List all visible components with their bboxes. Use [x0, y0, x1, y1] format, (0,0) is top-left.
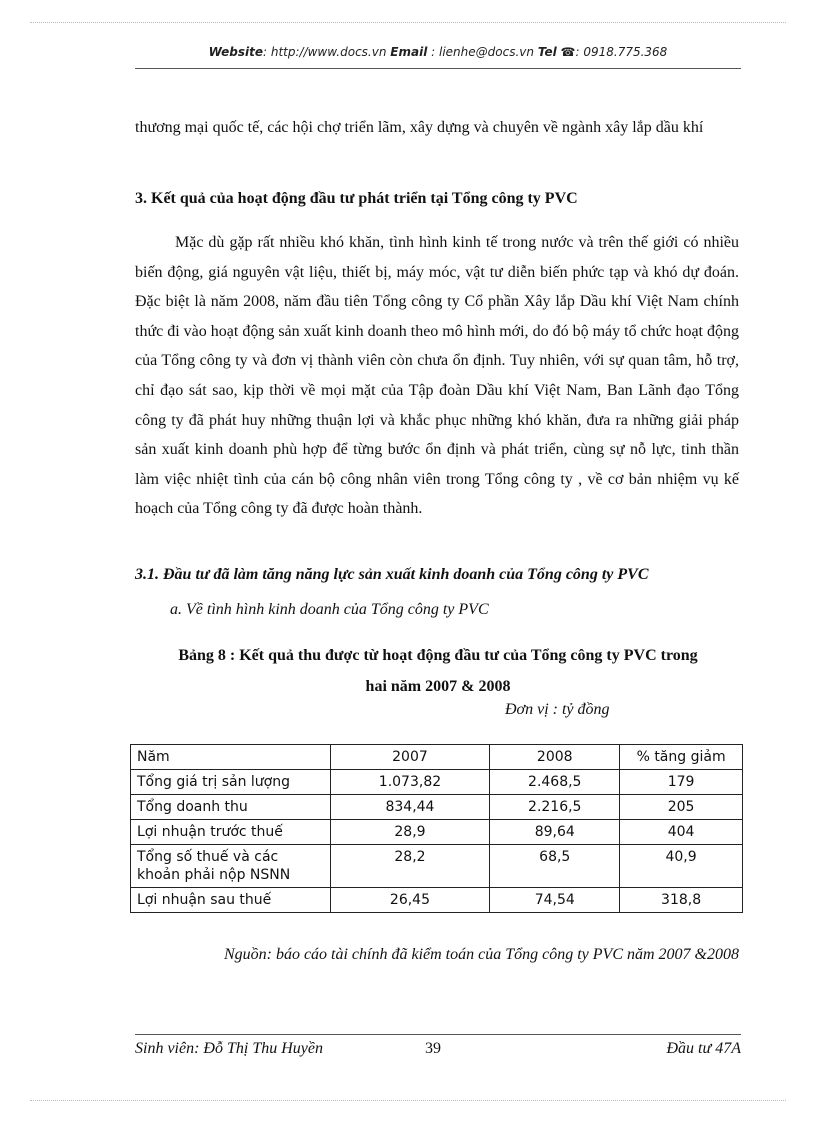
footer-page-number: 39 [425, 1040, 441, 1057]
cell-change: 404 [620, 820, 743, 845]
table-header-row [131, 745, 743, 770]
page-header [135, 45, 741, 59]
table-title-line1: Bảng 8 : Kết quả thu được từ hoạt động đầu tư của Tổng công ty PVC trong [178, 647, 698, 664]
email-value[interactable]: : lienhe@docs.vn [431, 45, 534, 59]
cell-change: 179 [620, 770, 743, 795]
cell-2008: 2.468,5 [490, 770, 620, 795]
email-label: Email [390, 45, 428, 59]
cell-2007: 28,2 [330, 845, 490, 888]
cell-2008: 89,64 [490, 820, 620, 845]
cell-2007: 834,44 [330, 795, 490, 820]
cell-2007: 1.073,82 [330, 770, 490, 795]
row-label: Tổng số thuế và các khoản phải nộp NSNN [131, 845, 331, 888]
row-label: Tổng doanh thu [131, 795, 331, 820]
header-cell: Năm [131, 745, 331, 770]
website-label: Website [208, 45, 263, 59]
header-divider [135, 68, 741, 69]
table-row [131, 888, 743, 913]
tel-label: Tel [537, 45, 557, 59]
cell-2007: 28,9 [330, 820, 490, 845]
cell-2008: 2.216,5 [490, 795, 620, 820]
footer-student: Sinh viên: Đỗ Thị Thu Huyền [135, 1040, 323, 1057]
website-value[interactable]: : http://www.docs.vn [263, 45, 387, 59]
section-heading-3-1: 3.1. Đầu tư đã làm tăng năng lực sản xuất kinh doanh của Tổng công ty PVC [135, 566, 649, 583]
table-source: Nguồn: báo cáo tài chính đã kiểm toán của Tổng công ty PVC năm 2007 &2008 [223, 946, 739, 963]
header-cell: % tăng giảm [620, 745, 743, 770]
row-label: Lợi nhuận trước thuế [131, 820, 331, 845]
header-cell: 2008 [490, 745, 620, 770]
page-top-dotted-border [30, 22, 786, 23]
tel-value: ☎: 0918.775.368 [560, 45, 668, 59]
table-title [135, 640, 741, 702]
row-label: Tổng giá trị sản lượng [131, 770, 331, 795]
paragraph-body: Mặc dù gặp rất nhiều khó khăn, tình hình kinh tế trong nước và trên thế giới có nhiều biến động, giá nguyên vật liệu, thiết bị, máy móc, vật tư diễn biến phức tạp và khó dự đoán. Đặc biệt là năm 2008, năm đầu tiên Tổng công ty Cổ phần Xây lắp Dầu khí Việt Nam chính thức đi vào hoạt động sản xuất kinh doanh theo mô hình mới, do đó bộ máy tổ chức hoạt động của Tổng công ty và đơn vị thành viên còn chưa ổn định. Tuy nhiên, với sự quan tâm, hỗ trợ, chỉ đạo sát sao, kịp thời về mọi mặt của Tập đoàn Dầu khí Việt Nam, Ban Lãnh đạo Tổng công ty đã phát huy những thuận lợi và khắc phục những khó khăn, đưa ra những giải pháp sản xuất kinh doanh phù hợp để từng bước ổn định và phát triển, cùng sự nỗ lực, tinh thần làm việc nhiệt tình của cán bộ công nhân viên trong Tổng công ty , về cơ bản nhiệm vụ kế hoạch của Tổng công ty đã được hoàn thành. [135, 234, 739, 518]
cell-2008: 74,54 [490, 888, 620, 913]
cell-change: 205 [620, 795, 743, 820]
cell-2008: 68,5 [490, 845, 620, 888]
paragraph-intro: thương mại quốc tế, các hội chợ triển lãm, xây dựng và chuyên về ngành xây lắp dầu khí [135, 119, 704, 136]
footer-class: Đầu tư 47A [666, 1040, 741, 1057]
table-unit: Đơn vị : tỷ đồng [505, 701, 610, 718]
cell-change: 40,9 [620, 845, 743, 888]
footer-divider [135, 1034, 741, 1035]
subheading-a: a. Về tình hình kinh doanh của Tổng công ty PVC [170, 601, 489, 618]
header-cell: 2007 [330, 745, 490, 770]
table-row [131, 795, 743, 820]
table-row [131, 820, 743, 845]
row-label: Lợi nhuận sau thuế [131, 888, 331, 913]
table-row [131, 845, 743, 888]
results-table [130, 744, 743, 913]
cell-change: 318,8 [620, 888, 743, 913]
cell-2007: 26,45 [330, 888, 490, 913]
section-heading-3: 3. Kết quả của hoạt động đầu tư phát triển tại Tổng công ty PVC [135, 190, 578, 207]
page-bottom-dotted-border [30, 1100, 786, 1101]
table-title-line2: hai năm 2007 & 2008 [365, 678, 511, 695]
table-row [131, 770, 743, 795]
